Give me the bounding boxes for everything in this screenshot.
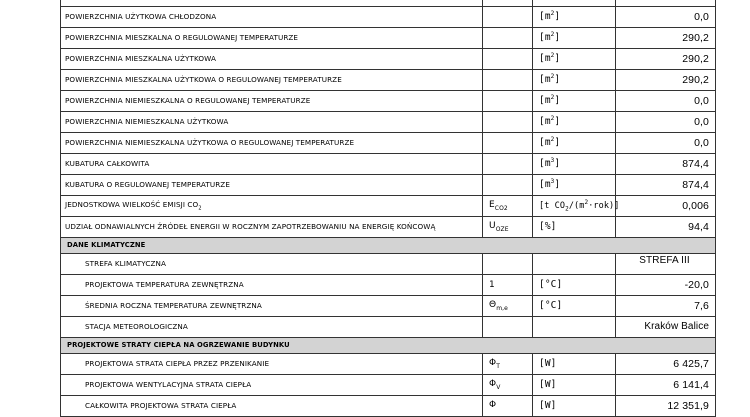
table-row — [61, 27, 716, 48]
weather-station-value: Kraków Balice — [616, 316, 716, 337]
row-label: POWIERZCHNIA UŻYTKOWA CHŁODZONA — [61, 6, 483, 27]
average-temperature-value: 7,6 — [616, 295, 716, 316]
design-temperature-unit: [°C] — [533, 274, 616, 295]
row-symbol — [483, 6, 533, 27]
heat-loss-symbol: $\Phi_T$ — [483, 353, 533, 374]
row-symbol — [483, 153, 533, 174]
climate-zone-label: STREFA KLIMATYCZNA — [61, 253, 483, 274]
average-temperature-symbol: $\Theta_{m,e}$ — [483, 295, 533, 316]
renewable-share-unit: [%] — [533, 216, 616, 237]
heat-loss-value: 6 141,4 — [616, 374, 716, 395]
row-symbol — [483, 174, 533, 195]
weather-station-label: STACJA METEOROLOGICZNA — [61, 316, 483, 337]
design-temperature-label: PROJEKTOWA TEMPERATURA ZEWNĘTRZNA — [61, 274, 483, 295]
heat-loss-value: 6 425,7 — [616, 353, 716, 374]
climate-section-title: DANE KLIMATYCZNE — [61, 237, 716, 253]
row-value: 0,0 — [616, 132, 716, 153]
row-unit: $[m^2]$ — [533, 90, 616, 111]
table-row — [61, 153, 716, 174]
row-label: POWIERZCHNIA MIESZKALNA UŻYTKOWA O REGULOWANEJ TEMPERATURZE — [61, 69, 483, 90]
heat-loss-value: 12 351,9 — [616, 395, 716, 416]
row-label: POWIERZCHNIA NIEMIESZKALNA UŻYTKOWA O REGULOWANEJ TEMPERATURZE — [61, 132, 483, 153]
heat-loss-row — [61, 374, 716, 395]
row-symbol — [483, 111, 533, 132]
average-temperature-row — [61, 295, 716, 316]
row-value: 290,2 — [616, 27, 716, 48]
climate-zone-value: STREFA III — [616, 253, 716, 274]
row-label: KUBATURA O REGULOWANEJ TEMPERATURZE — [61, 174, 483, 195]
row-unit: $[m^3]$ — [533, 153, 616, 174]
heat-loss-unit: [W] — [533, 374, 616, 395]
row-value: 290,2 — [616, 48, 716, 69]
row-unit: $[m^2]$ — [533, 6, 616, 27]
climate-zone-row — [61, 253, 716, 274]
heat-loss-unit: [W] — [533, 353, 616, 374]
row-symbol — [483, 48, 533, 69]
heat-loss-label: PROJEKTOWA STRATA CIEPŁA PRZEZ PRZENIKANIE — [61, 353, 483, 374]
table-row — [61, 132, 716, 153]
table-row — [61, 48, 716, 69]
co2-emission-label: JEDNOSTKOWA WIELKOŚĆ EMISJI $CO_2$ — [61, 195, 483, 216]
design-temperature-row — [61, 274, 716, 295]
weather-station-row — [61, 316, 716, 337]
row-unit: $[m^2]$ — [533, 48, 616, 69]
table-row — [61, 69, 716, 90]
row-symbol — [483, 69, 533, 90]
heat-loss-label: CAŁKOWITA PROJEKTOWA STRATA CIEPŁA — [61, 395, 483, 416]
row-value: 0,0 — [616, 90, 716, 111]
table-row — [61, 174, 716, 195]
design-temperature-value: -20,0 — [616, 274, 716, 295]
table-row — [61, 90, 716, 111]
heat-loss-row — [61, 395, 716, 416]
renewable-share-label: UDZIAŁ ODNAWIALNYCH ŹRÓDEŁ ENERGII W ROCZNYM ZAPOTRZEBOWANIU NA ENERGIĘ KOŃCOWĄ — [61, 216, 483, 237]
average-temperature-unit: [°C] — [533, 295, 616, 316]
heat-loss-section-title: PROJEKTOWE STRATY CIEPŁA NA OGRZEWANIE BUDYNKU — [61, 337, 716, 353]
row-label: POWIERZCHNIA MIESZKALNA O REGULOWANEJ TEMPERATURZE — [61, 27, 483, 48]
table-row — [61, 111, 716, 132]
co2-emission-value: 0,006 — [616, 195, 716, 216]
row-unit: $[m^2]$ — [533, 132, 616, 153]
row-value: 874,4 — [616, 174, 716, 195]
heat-loss-symbol: $\Phi_V$ — [483, 374, 533, 395]
row-value: 0,0 — [616, 111, 716, 132]
design-temperature-symbol: 1 — [483, 274, 533, 295]
row-symbol — [483, 90, 533, 111]
row-unit: $[m^3]$ — [533, 174, 616, 195]
energy-certificate-table-sheet — [60, 0, 715, 410]
renewable-share-value: 94,4 — [616, 216, 716, 237]
row-symbol — [483, 132, 533, 153]
co2-emission-row — [61, 195, 716, 216]
co2-emission-symbol: $E_{CO2}$ — [483, 195, 533, 216]
row-unit: $[m^2]$ — [533, 111, 616, 132]
table-row — [61, 6, 716, 27]
renewable-share-row — [61, 216, 716, 237]
average-temperature-label: ŚREDNIA ROCZNA TEMPERATURA ZEWNĘTRZNA — [61, 295, 483, 316]
row-value: 0,0 — [616, 6, 716, 27]
heat-loss-row — [61, 353, 716, 374]
heat-loss-unit: [W] — [533, 395, 616, 416]
heat-loss-label: PROJEKTOWA WENTYLACYJNA STRATA CIEPŁA — [61, 374, 483, 395]
renewable-share-symbol: $U_{OZE}$ — [483, 216, 533, 237]
row-label: POWIERZCHNIA NIEMIESZKALNA O REGULOWANEJ TEMPERATURZE — [61, 90, 483, 111]
row-unit: $[m^2]$ — [533, 27, 616, 48]
climate-section-header — [61, 237, 716, 253]
building-data-table — [60, 0, 716, 417]
heat-loss-section-header — [61, 337, 716, 353]
row-unit: $[m^2]$ — [533, 69, 616, 90]
row-value: 874,4 — [616, 153, 716, 174]
row-label: POWIERZCHNIA NIEMIESZKALNA UŻYTKOWA — [61, 111, 483, 132]
heat-loss-symbol: Φ — [483, 395, 533, 416]
co2-emission-unit: [t $CO_2/(m^2\cdot rok)$] — [533, 195, 616, 216]
row-label: KUBATURA CAŁKOWITA — [61, 153, 483, 174]
row-symbol — [483, 27, 533, 48]
row-label: POWIERZCHNIA MIESZKALNA UŻYTKOWA — [61, 48, 483, 69]
row-value: 290,2 — [616, 69, 716, 90]
